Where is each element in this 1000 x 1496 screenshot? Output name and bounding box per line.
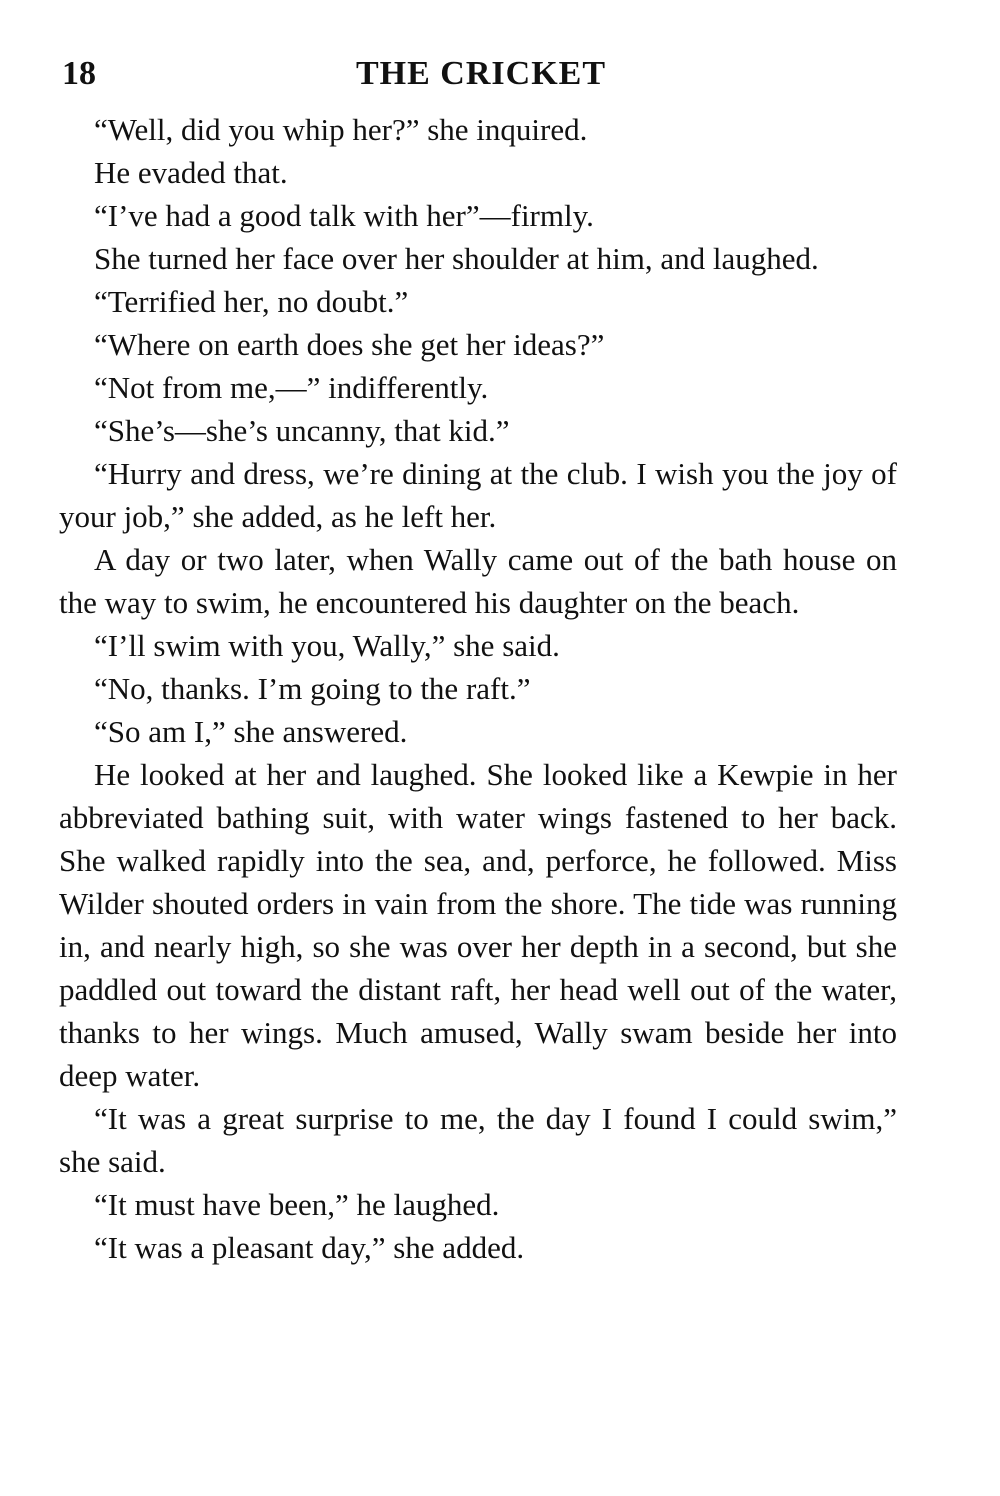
paragraph: “Hurry and dress, we’re dining at the club. I wish you the joy of your job,” she added, as he left her.: [59, 456, 897, 534]
page-number: 18: [62, 55, 96, 92]
paragraph: “It was a pleasant day,” she added.: [94, 1230, 525, 1265]
paragraph: “Not from me,—” indifferently.: [94, 370, 489, 405]
paragraph: He evaded that.: [94, 155, 288, 190]
paragraph: He looked at her and laughed. She looked like a Kewpie in her abbreviated bathing suit, with water wings fastened to her back. She walked rapidly into the sea, and, perforce, he followed. Miss Wilder shouted orders in vain from the shore. The tide was running in, and nearly high, so she was over her depth in a second, but she paddled out toward the distant raft, her head well out of the water, thanks to her wings. Much amused, Wally swam beside her into deep water.: [59, 757, 897, 1093]
paragraph: “Where on earth does she get her ideas?”: [94, 327, 605, 362]
body-text: [59, 108, 897, 1269]
paragraph: “It was a great surprise to me, the day I found I could swim,” she said.: [59, 1101, 897, 1179]
paragraph: “She’s—she’s uncanny, that kid.”: [94, 413, 510, 448]
paragraph: “No, thanks. I’m going to the raft.”: [94, 671, 531, 706]
page-header: [62, 52, 900, 96]
paragraph: She turned her face over her shoulder at him, and laughed.: [94, 241, 819, 276]
running-title: THE CRICKET: [356, 55, 606, 92]
paragraph: “I’ll swim with you, Wally,” she said.: [94, 628, 560, 663]
paragraph: “I’ve had a good talk with her”—firmly.: [94, 198, 594, 233]
paragraph: “Terrified her, no doubt.”: [94, 284, 409, 319]
paragraph: A day or two later, when Wally came out of the bath house on the way to swim, he encountered his daughter on the beach.: [59, 542, 897, 620]
paragraph: “It must have been,” he laughed.: [94, 1187, 500, 1222]
paragraph: “So am I,” she answered.: [94, 714, 408, 749]
paragraph: “Well, did you whip her?” she inquired.: [94, 112, 588, 147]
